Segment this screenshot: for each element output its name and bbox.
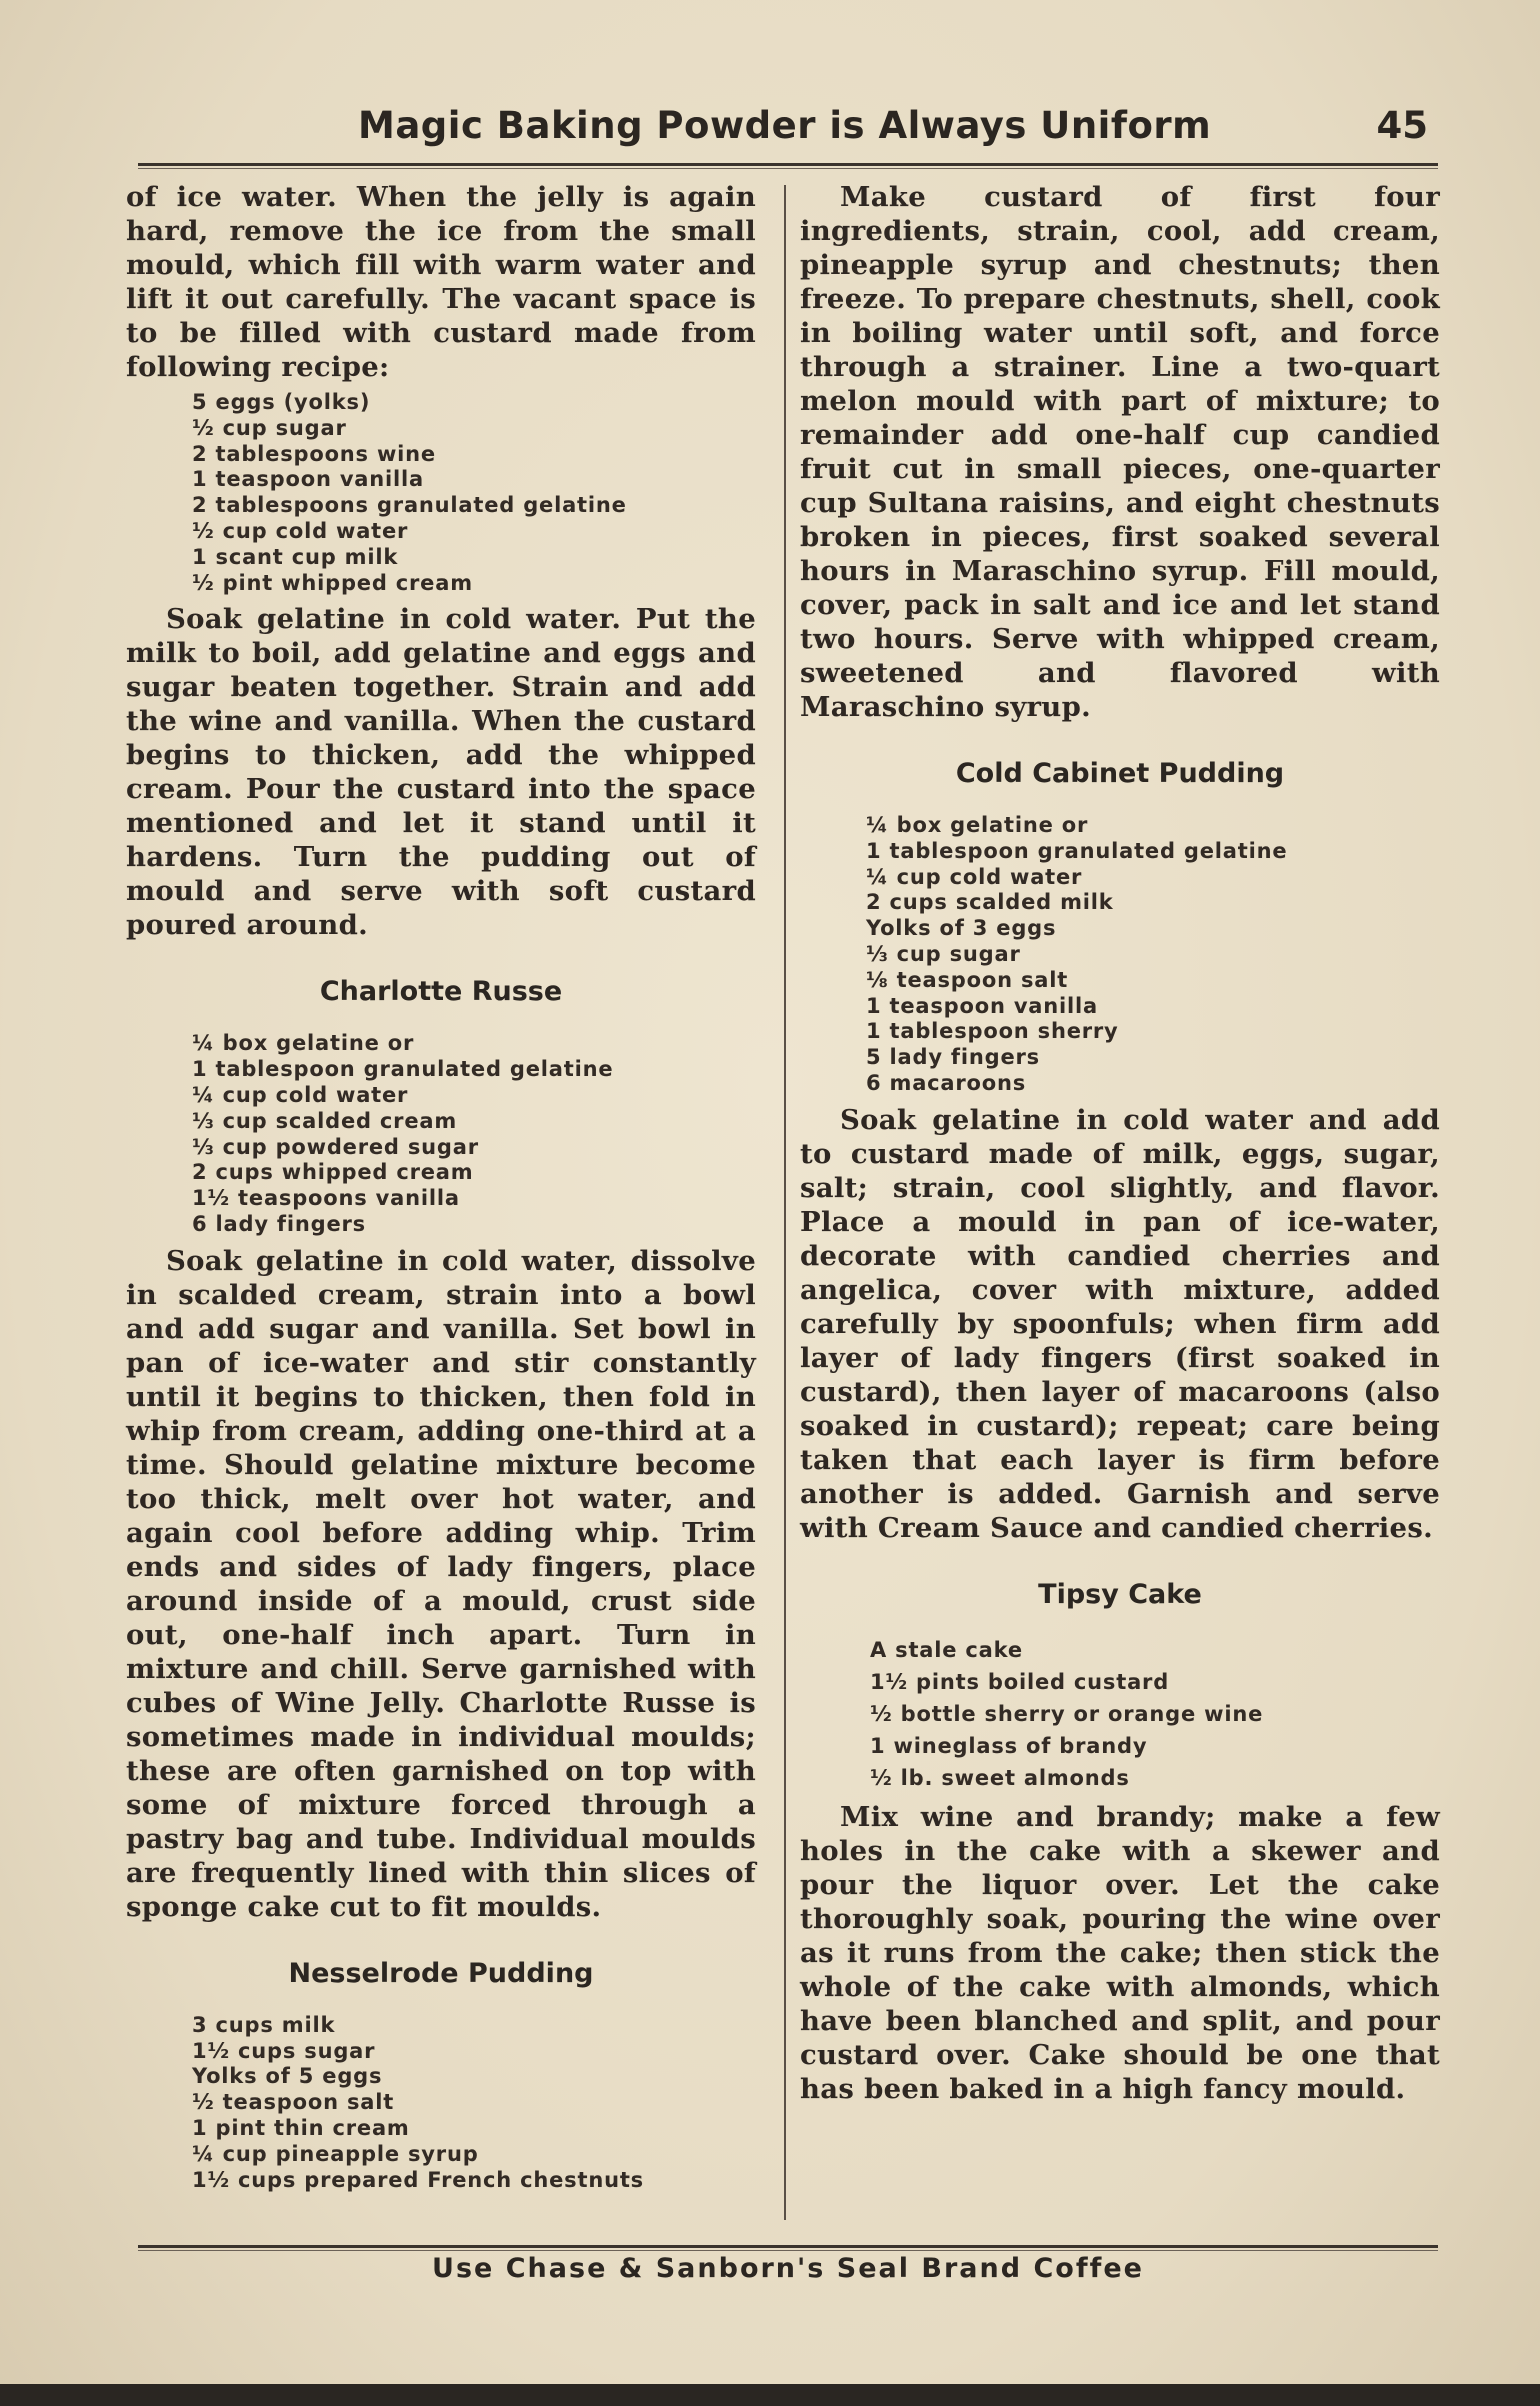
ingredient: ½ cup sugar <box>192 415 347 440</box>
ingredient: 2 tablespoons wine <box>192 441 436 466</box>
nesselrode-ingredient-list <box>192 2013 756 2194</box>
footer-rule <box>138 2245 1438 2248</box>
header-rule-thin <box>138 168 1438 169</box>
page-header <box>138 100 1438 160</box>
ingredient: 5 lady fingers <box>866 1045 1040 1070</box>
recipe-title-cold-cabinet: Cold Cabinet Pudding <box>955 758 1285 789</box>
ingredient: ½ teaspoon salt <box>192 2090 395 2115</box>
ingredient: 1 pint thin cream <box>192 2115 410 2140</box>
nesselrode-method: Make custard of first four ingredients, strain, cool, add cream, pineapple syrup and chestnuts; then freeze. To prepare chestnuts, shell, cook in boiling water until soft, and force through a strainer. Line a two-quart melon mould with part of mixture; to remainder add one-half cup candied fruit cut in small pieces, one-quarter cup Sultana raisins, and eight chestnuts broken in pieces, first soaked several hours in Maraschino syrup. Fill mould, cover, pack in salt and ice and let stand two hours. Serve with whipped cream, sweetened and flavored with Maraschino syrup. <box>800 181 1440 723</box>
custard-method: Soak gelatine in cold water. Put the milk to boil, add gelatine and eggs and sugar beaten together. Strain and add the wine and vanilla. When the custard begins to thicken, add the whipped cream. Pour the custard into the space mentioned and let it stand until it hardens. Turn the pudding out of mould and serve with soft custard poured around. <box>126 603 756 942</box>
ingredient: ½ bottle sherry or orange wine <box>870 1701 1264 1726</box>
ingredient: ⅓ cup powdered sugar <box>192 1134 479 1159</box>
ingredient: 1½ cups sugar <box>192 2038 376 2063</box>
tipsy-ingredient-list <box>870 1634 1440 1794</box>
cabinet-method: Soak gelatine in cold water and add to custard made of milk, eggs, sugar, salt; strain, cool slightly, and flavor. Place a mould in pan of ice-water, decorate with candied cherries and angelica, cover with mixture, added carefully by spoonfuls; when firm add layer of lady fingers (first soaked in custard), then layer of macaroons (also soaked in custard); repeat; care being taken that each layer is firm before another is added. Garnish and serve with Cream Sauce and candied cherries. <box>800 1103 1440 1544</box>
ingredient: 5 eggs (yolks) <box>192 390 371 414</box>
ingredient: Yolks of 3 eggs <box>866 916 1057 941</box>
right-column <box>800 180 1440 2106</box>
recipe-title-tipsy-cake: Tipsy Cake <box>1038 1578 1202 1610</box>
ingredient: Yolks of 5 eggs <box>192 2064 383 2089</box>
page-number: 45 <box>1376 104 1428 147</box>
ingredient: ½ pint whipped cream <box>192 570 473 595</box>
custard-ingredient-list <box>192 390 756 596</box>
ingredient: 1½ pints boiled custard <box>870 1669 1170 1694</box>
left-column <box>126 180 756 2199</box>
ingredient: 6 lady fingers <box>192 1211 366 1236</box>
ingredient: ⅓ cup sugar <box>866 941 1021 966</box>
ingredient: 3 cups milk <box>192 2012 336 2037</box>
page-footer: Use Chase & Sanborn's Seal Brand Coffee <box>432 2253 1144 2284</box>
footer-rule-thin <box>138 2250 1438 2251</box>
ingredient: ½ cup cold water <box>192 518 409 543</box>
ingredient: 6 macaroons <box>866 1070 1027 1095</box>
header-rule <box>138 163 1438 166</box>
ingredient: 1½ cups prepared French chestnuts <box>192 2167 644 2192</box>
ingredient: A stale cake <box>870 1637 1023 1662</box>
ingredient: ⅓ cup scalded cream <box>192 1108 458 1133</box>
page-bottom-edge <box>0 2384 1540 2406</box>
ingredient: 1 tablespoon granulated gelatine <box>866 838 1288 863</box>
charlotte-method: Soak gelatine in cold water, dissolve in scalded cream, strain into a bowl and add sugar and vanilla. Set bowl in pan of ice-water and stir constantly until it begins to thicken, then fold in whip from cream, adding one-third at a time. Should gelatine mixture become too thick, melt over hot water, and again cool before adding whip. Trim ends and sides of lady fingers, place around inside of a mould, crust side out, one-half inch apart. Turn in mixture and chill. Serve garnished with cubes of Wine Jelly. Charlotte Russe is sometimes made in individual moulds; these are often garnished on top with some of mixture forced through a pastry bag and tube. Individual moulds are frequently lined with thin slices of sponge cake cut to fit moulds. <box>126 1244 756 1923</box>
column-divider <box>784 185 786 2220</box>
ingredient: 1 teaspoon vanilla <box>192 467 424 492</box>
running-head: Magic Baking Powder is Always Uniform <box>358 104 1212 147</box>
ingredient: ⅛ teaspoon salt <box>866 967 1069 992</box>
ingredient: ¼ cup cold water <box>866 864 1083 889</box>
ingredient: 1½ teaspoons vanilla <box>192 1186 460 1211</box>
charlotte-ingredient-list <box>192 1031 756 1237</box>
intro-paragraph: of ice water. When the jelly is again hard, remove the ice from the small mould, which fill with warm water and lift it out carefully. The vacant space is to be filled with custard made from following recipe: <box>126 181 756 383</box>
ingredient: 1 teaspoon vanilla <box>866 993 1098 1018</box>
recipe-title-nesselrode: Nesselrode Pudding <box>288 1957 594 1989</box>
recipe-title-charlotte-russe: Charlotte Russe <box>319 976 563 1008</box>
ingredient: ¼ cup cold water <box>192 1082 409 1107</box>
ingredient: 1 tablespoon granulated gelatine <box>192 1057 614 1082</box>
ingredient: ½ lb. sweet almonds <box>870 1765 1130 1790</box>
ingredient: 1 scant cup milk <box>192 544 399 569</box>
ingredient: 2 cups scalded milk <box>866 890 1114 915</box>
ingredient: 2 cups whipped cream <box>192 1160 474 1185</box>
ingredient: ¼ cup pineapple syrup <box>192 2141 479 2166</box>
cabinet-ingredient-list <box>866 813 1440 1097</box>
ingredient: 1 wineglass of brandy <box>870 1733 1148 1758</box>
ingredient: ¼ box gelatine or <box>866 813 1089 837</box>
tipsy-method: Mix wine and brandy; make a few holes in the cake with a skewer and pour the liquor over. Let the cake thoroughly soak, pouring the wine over as it runs from the cake; then stick the whole of the cake with almonds, which have been blanched and split, and pour custard over. Cake should be one that has been baked in a high fancy mould. <box>800 1800 1440 2105</box>
ingredient: ¼ box gelatine or <box>192 1031 415 1056</box>
ingredient: 1 tablespoon sherry <box>866 1019 1119 1044</box>
ingredient: 2 tablespoons granulated gelatine <box>192 493 627 518</box>
